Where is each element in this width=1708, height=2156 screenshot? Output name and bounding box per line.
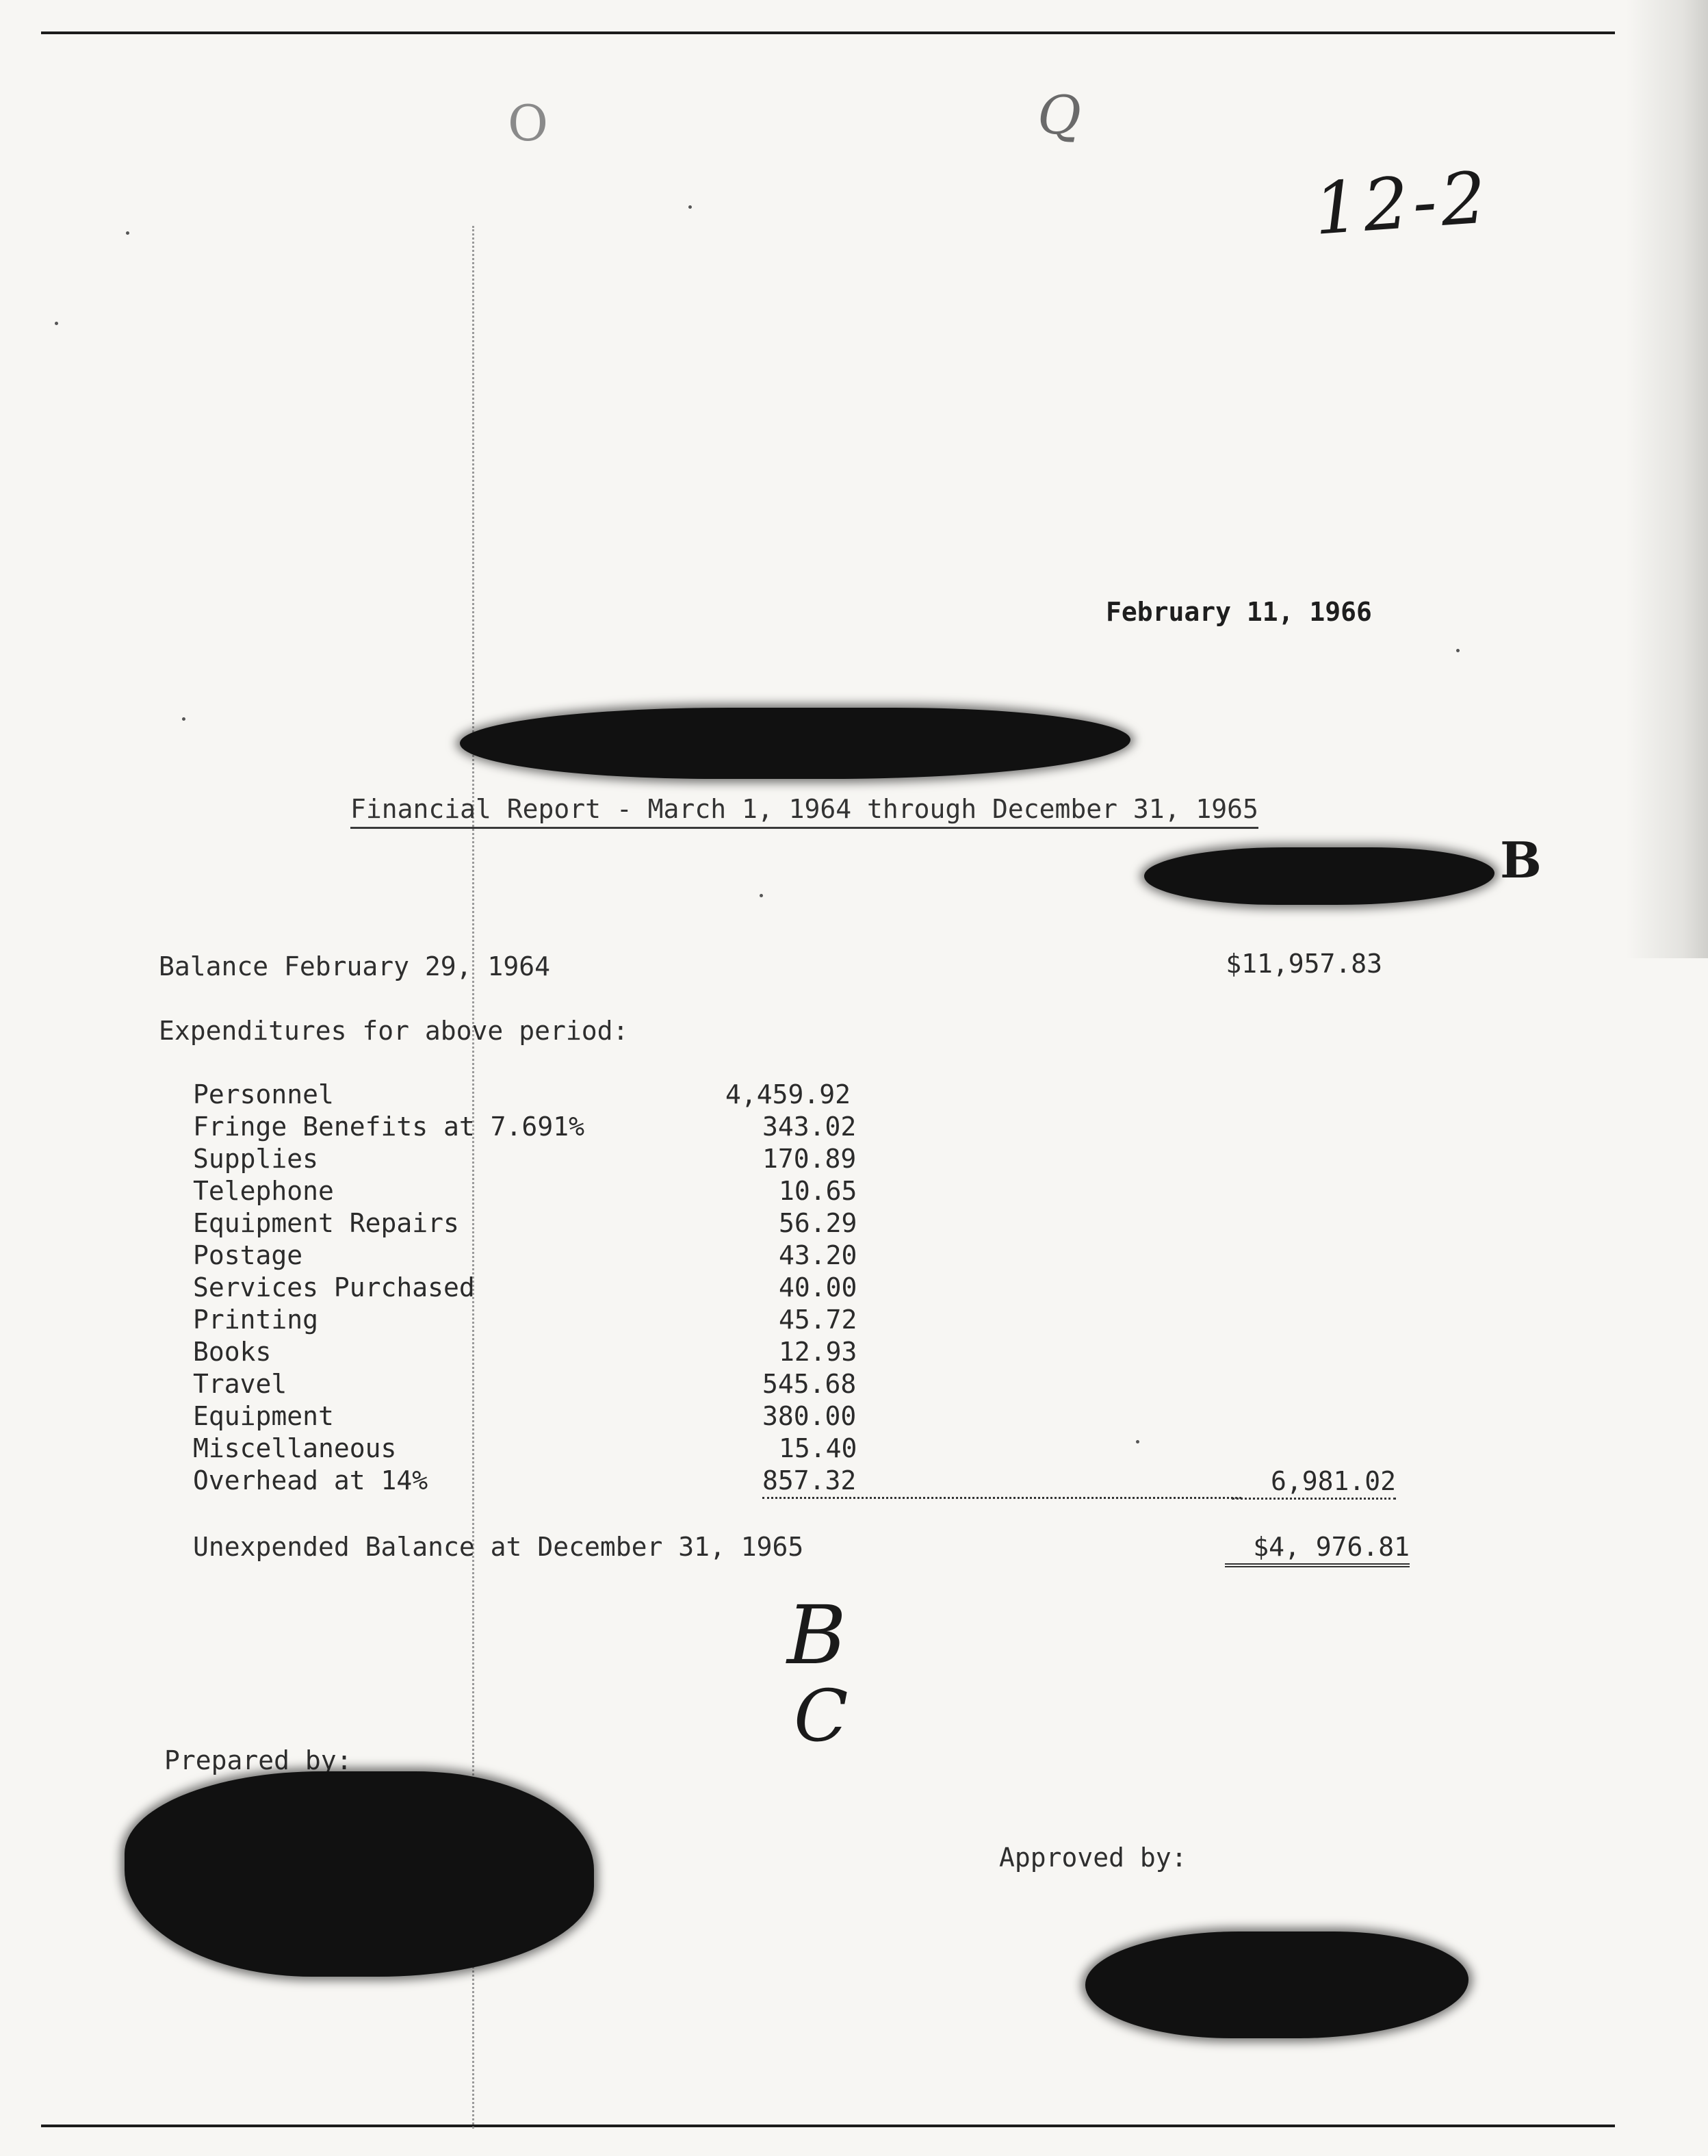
expense-row bbox=[193, 1207, 877, 1240]
bottom-border-line bbox=[41, 2125, 1615, 2127]
expense-row bbox=[193, 1143, 877, 1175]
expenditures-total: 6,981.02 bbox=[1232, 1465, 1396, 1500]
opening-balance-label: Balance February 29, 1964 bbox=[159, 951, 550, 981]
scan-speck bbox=[760, 894, 763, 897]
scan-edge-shadow bbox=[1626, 0, 1708, 958]
expense-label: Equipment Repairs bbox=[193, 1208, 459, 1238]
handwritten-b-center: B bbox=[787, 1588, 846, 1682]
expense-amount: 343.02 bbox=[762, 1112, 857, 1142]
faint-mark-q: Q bbox=[1037, 85, 1081, 146]
expense-amount: 12.93 bbox=[779, 1337, 857, 1367]
expense-row bbox=[193, 1433, 877, 1465]
expense-row bbox=[193, 1465, 877, 1497]
scan-speck bbox=[1456, 649, 1460, 652]
expense-row bbox=[193, 1079, 877, 1111]
expense-row bbox=[193, 1175, 877, 1207]
scan-speck bbox=[182, 717, 185, 721]
expense-row bbox=[193, 1368, 877, 1400]
expense-label: Postage bbox=[193, 1240, 303, 1270]
handwritten-c-center: C bbox=[794, 1674, 849, 1758]
expense-label: Supplies bbox=[193, 1144, 319, 1174]
prepared-by-label: Prepared by: bbox=[164, 1745, 352, 1775]
expense-label: Books bbox=[193, 1337, 272, 1367]
report-date: February 11, 1966 bbox=[1106, 597, 1372, 627]
closing-balance-amount: $4, 976.81 bbox=[1225, 1530, 1410, 1567]
handwritten-b-mark: B bbox=[1500, 831, 1542, 889]
expense-amount: 857.32 bbox=[762, 1465, 1241, 1499]
expense-amount: 43.20 bbox=[779, 1240, 857, 1270]
expense-row bbox=[193, 1240, 877, 1272]
expense-row bbox=[193, 1272, 877, 1304]
expense-amount: 380.00 bbox=[762, 1401, 857, 1431]
scan-speck bbox=[688, 205, 692, 209]
redaction-approver-signature bbox=[1085, 1932, 1468, 2038]
expense-label: Miscellaneous bbox=[193, 1433, 397, 1463]
report-title: Financial Report - March 1, 1964 through December 31, 1965 bbox=[350, 793, 1258, 829]
expense-row bbox=[193, 1400, 877, 1433]
redaction-account bbox=[1144, 847, 1494, 905]
expense-label: Services Purchased bbox=[193, 1272, 475, 1302]
top-border-line bbox=[41, 31, 1615, 34]
expense-amount: 545.68 bbox=[762, 1369, 857, 1399]
expense-amount: 40.00 bbox=[779, 1272, 857, 1302]
expense-label: Telephone bbox=[193, 1176, 334, 1206]
expense-row bbox=[193, 1336, 877, 1368]
handwritten-file-number: 12-2 bbox=[1311, 155, 1493, 251]
expense-label: Fringe Benefits at 7.691% bbox=[193, 1112, 584, 1142]
expense-label: Personnel bbox=[193, 1079, 334, 1109]
redaction-addressee bbox=[460, 708, 1130, 779]
expense-label: Travel bbox=[193, 1369, 287, 1399]
expenditures-list bbox=[193, 1079, 877, 1497]
expense-label: Equipment bbox=[193, 1401, 334, 1431]
approved-by-label: Approved by: bbox=[999, 1843, 1187, 1873]
expense-amount: 10.65 bbox=[779, 1176, 857, 1206]
expense-row bbox=[193, 1304, 877, 1336]
expense-amount: 56.29 bbox=[779, 1208, 857, 1238]
opening-balance-amount: $11,957.83 bbox=[1226, 949, 1382, 979]
expense-label: Overhead at 14% bbox=[193, 1465, 428, 1496]
scan-speck bbox=[55, 322, 58, 325]
scan-speck bbox=[126, 231, 129, 235]
expense-label: Printing bbox=[193, 1305, 319, 1335]
expense-amount: 15.40 bbox=[779, 1433, 857, 1463]
scan-speck bbox=[1136, 1440, 1139, 1443]
expenditures-heading: Expenditures for above period: bbox=[159, 1016, 629, 1046]
expense-amount: 170.89 bbox=[762, 1144, 857, 1174]
closing-balance-label: Unexpended Balance at December 31, 1965 bbox=[193, 1532, 804, 1562]
redaction-preparer-signature bbox=[125, 1771, 594, 1977]
expense-row bbox=[193, 1111, 877, 1143]
expense-amount: 45.72 bbox=[779, 1305, 857, 1335]
expense-amount: 4,459.92 bbox=[725, 1079, 851, 1109]
faint-mark-o: O bbox=[508, 94, 549, 152]
